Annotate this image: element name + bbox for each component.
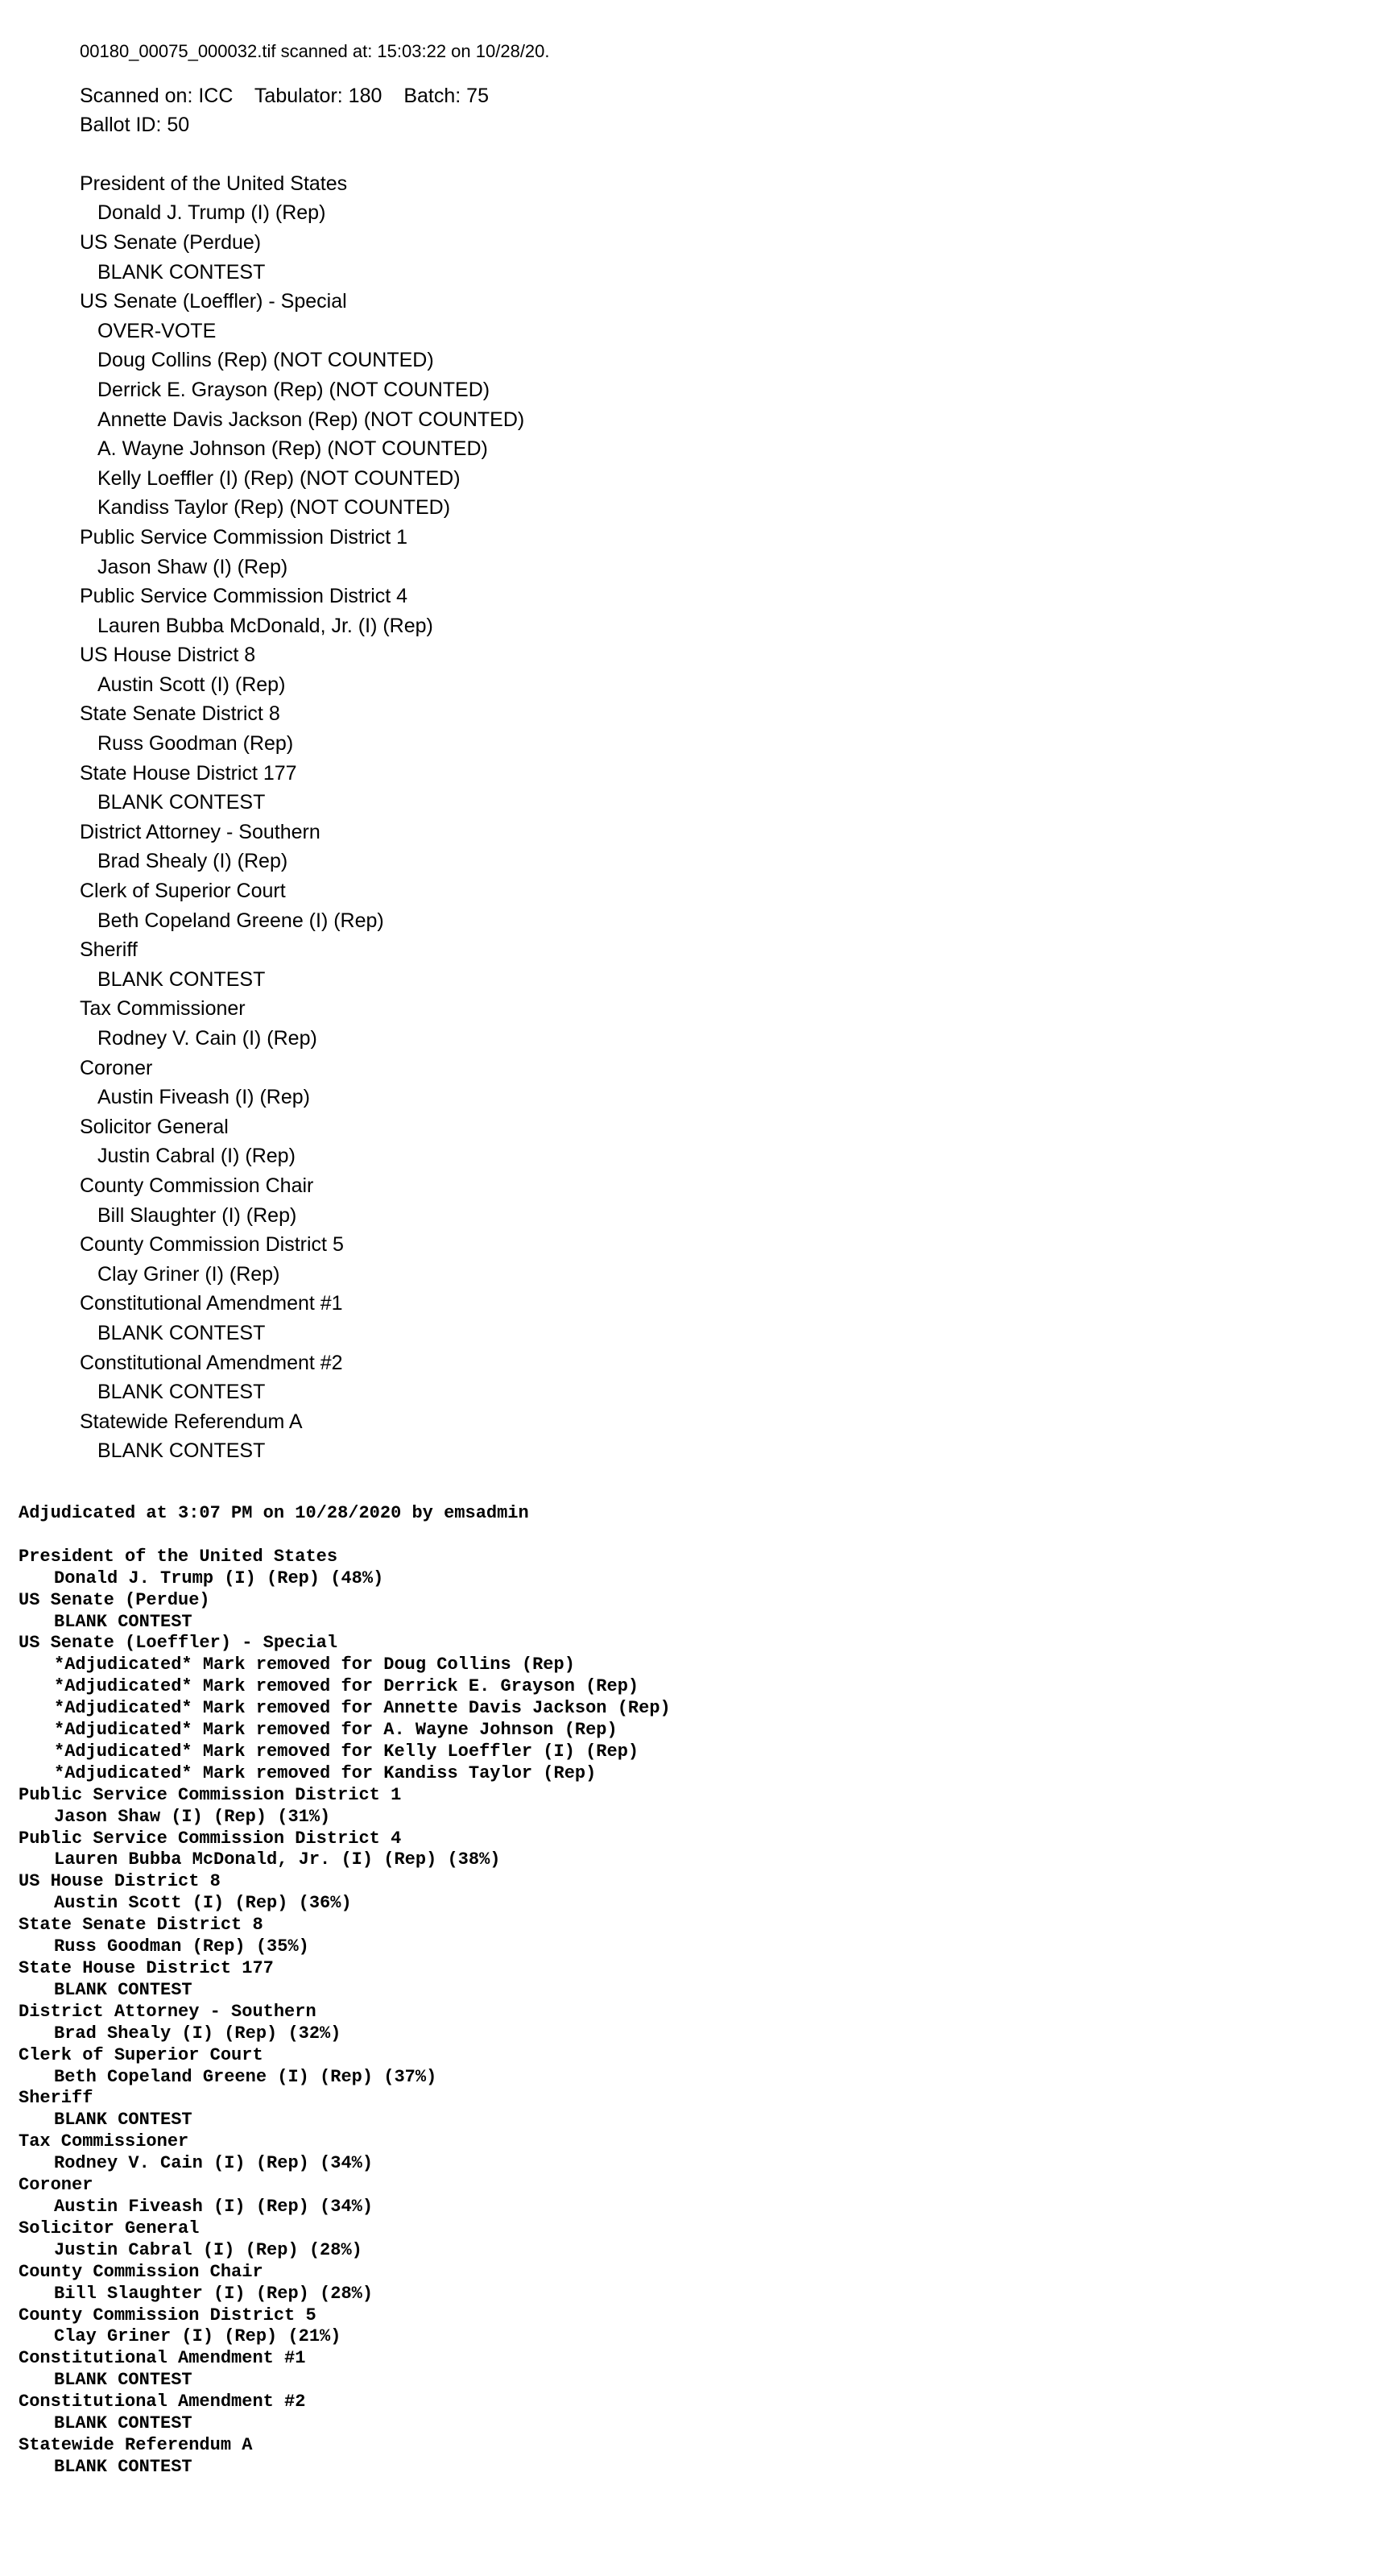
contest-choice: *Adjudicated* Mark removed for A. Wayne Johnson (Rep): [54, 1720, 618, 1741]
contest-choice: BLANK CONTEST: [97, 1439, 266, 1463]
contest-choice: *Adjudicated* Mark removed for Doug Collins (Rep): [54, 1655, 575, 1675]
contest-choice: Austin Fiveash (I) (Rep) (34%): [54, 2196, 374, 2217]
contest-choice: Beth Copeland Greene (I) (Rep): [97, 909, 384, 932]
contest-title: Statewide Referendum A: [80, 1410, 303, 1433]
scan-section: [80, 37, 1336, 1466]
contest-title: District Attorney - Southern: [19, 2001, 316, 2022]
contest-title: Clerk of Superior Court: [19, 2044, 263, 2065]
contest-choice: BLANK CONTEST: [97, 967, 266, 991]
contest-choice: Kandiss Taylor (Rep) (NOT COUNTED): [97, 496, 451, 520]
contest-choice: *Adjudicated* Mark removed for Annette Davis Jackson (Rep): [54, 1698, 671, 1719]
contest-title: President of the United States: [19, 1546, 338, 1567]
contest-title: President of the United States: [80, 172, 348, 195]
contest-choice: BLANK CONTEST: [97, 791, 266, 814]
contest-choice: BLANK CONTEST: [97, 260, 266, 284]
contest-title: Tax Commissioner: [19, 2131, 189, 2152]
contest-choice: *Adjudicated* Mark removed for Kelly Loeffler (I) (Rep): [54, 1741, 639, 1762]
contest-choice: OVER-VOTE: [97, 319, 217, 342]
contest-title: Public Service Commission District 4: [80, 585, 408, 608]
contest-choice: BLANK CONTEST: [97, 1321, 266, 1344]
contest-choice: Jason Shaw (I) (Rep): [97, 555, 288, 578]
contest-choice: *Adjudicated* Mark removed for Derrick E. Grayson (Rep): [54, 1676, 639, 1697]
contest-choice: Austin Scott (I) (Rep): [97, 673, 286, 696]
contest-choice: Donald J. Trump (I) (Rep) (48%): [54, 1568, 384, 1588]
contest-title: Constitutional Amendment #1: [19, 2348, 306, 2369]
contest-choice: Russ Goodman (Rep) (35%): [54, 1936, 309, 1957]
contest-choice: Annette Davis Jackson (Rep) (NOT COUNTED): [97, 408, 525, 431]
ballot-id-value: 50: [167, 114, 190, 137]
tabulator-value: 180: [348, 84, 382, 107]
contest-title: Constitutional Amendment #1: [80, 1292, 343, 1315]
contest-choice: Austin Fiveash (I) (Rep): [97, 1086, 310, 1109]
contest-title: County Commission District 5: [19, 2305, 316, 2325]
contest-choice: Jason Shaw (I) (Rep) (31%): [54, 1806, 331, 1827]
contest-title: District Attorney - Southern: [80, 820, 320, 843]
contest-title: Clerk of Superior Court: [80, 880, 286, 903]
contest-choice: Donald J. Trump (I) (Rep): [97, 201, 326, 225]
contest-choice: BLANK CONTEST: [54, 2370, 192, 2391]
contest-title: US Senate (Loeffler) - Special: [19, 1633, 338, 1654]
contest-choice: *Adjudicated* Mark removed for Kandiss Taylor (Rep): [54, 1762, 597, 1783]
contest-choice: BLANK CONTEST: [54, 1611, 192, 1632]
contest-title: Sheriff: [80, 938, 138, 962]
scan-meta: [80, 81, 1336, 140]
contest-choice: Bill Slaughter (I) (Rep) (28%): [54, 2283, 374, 2304]
contest-choice: BLANK CONTEST: [54, 2456, 192, 2477]
contest-choice: Rodney V. Cain (I) (Rep) (34%): [54, 2153, 374, 2174]
adjudication-header: Adjudicated at 3:07 PM on 10/28/2020 by emsadmin: [19, 1503, 529, 1523]
contest-title: State House District 177: [80, 761, 297, 785]
contest-choice: Russ Goodman (Rep): [97, 732, 294, 756]
batch-label: Batch:: [403, 84, 461, 107]
contest-choice: Kelly Loeffler (I) (Rep) (NOT COUNTED): [97, 466, 461, 490]
batch-value: 75: [466, 84, 489, 107]
contest-choice: Justin Cabral (I) (Rep): [97, 1145, 296, 1168]
scan-meta-line: [80, 81, 1336, 111]
scanned-on-value: ICC: [198, 84, 234, 107]
scan-header: 00180_00075_000032.tif scanned at: 15:03:22 on 10/28/20.: [80, 41, 550, 61]
contest-title: County Commission District 5: [80, 1233, 344, 1257]
contest-title: US House District 8: [19, 1871, 221, 1892]
contest-title: Solicitor General: [80, 1115, 229, 1138]
contest-title: Sheriff: [19, 2088, 93, 2109]
adjudication-contest-list: [19, 1547, 1355, 2479]
contest-title: State Senate District 8: [19, 1915, 263, 1936]
contest-title: State House District 177: [19, 1958, 274, 1979]
contest-title: Solicitor General: [19, 2218, 200, 2238]
contest-choice: Clay Griner (I) (Rep): [97, 1262, 280, 1286]
contest-choice: Brad Shealy (I) (Rep): [97, 850, 288, 873]
contest-choice: Justin Cabral (I) (Rep) (28%): [54, 2239, 362, 2260]
contest-choice: Clay Griner (I) (Rep) (21%): [54, 2326, 341, 2347]
scanned-on-label: Scanned on:: [80, 84, 193, 107]
contest-title: Constitutional Amendment #2: [80, 1351, 343, 1374]
contest-title: Public Service Commission District 4: [19, 1828, 402, 1849]
contest-title: County Commission Chair: [80, 1174, 314, 1197]
contest-title: US House District 8: [80, 644, 256, 667]
ballot-id-line: [80, 110, 1336, 140]
contest-title: Tax Commissioner: [80, 997, 246, 1021]
contest-choice: Austin Scott (I) (Rep) (36%): [54, 1893, 352, 1914]
contest-choice: Beth Copeland Greene (I) (Rep) (37%): [54, 2066, 437, 2087]
contest-choice: Doug Collins (Rep) (NOT COUNTED): [97, 349, 434, 372]
contest-title: Constitutional Amendment #2: [19, 2392, 306, 2412]
contest-choice: A. Wayne Johnson (Rep) (NOT COUNTED): [97, 437, 488, 461]
contest-choice: Lauren Bubba McDonald, Jr. (I) (Rep): [97, 614, 433, 637]
contest-choice: BLANK CONTEST: [97, 1381, 266, 1404]
tabulator-label: Tabulator:: [254, 84, 343, 107]
contest-title: State Senate District 8: [80, 702, 280, 726]
contest-title: US Senate (Perdue): [80, 230, 262, 254]
contest-choice: Derrick E. Grayson (Rep) (NOT COUNTED): [97, 378, 490, 401]
contest-title: County Commission Chair: [19, 2261, 263, 2282]
scan-contest-list: [80, 169, 1336, 1466]
contest-title: Statewide Referendum A: [19, 2434, 253, 2455]
contest-choice: Lauren Bubba McDonald, Jr. (I) (Rep) (38%): [54, 1849, 501, 1870]
contest-title: Public Service Commission District 1: [19, 1784, 402, 1805]
contest-choice: BLANK CONTEST: [54, 1979, 192, 2000]
contest-title: US Senate (Loeffler) - Special: [80, 290, 347, 313]
contest-title: Public Service Commission District 1: [80, 525, 408, 549]
contest-choice: Rodney V. Cain (I) (Rep): [97, 1027, 317, 1050]
contest-title: US Senate (Perdue): [19, 1589, 210, 1610]
contest-title: Coroner: [19, 2175, 93, 2196]
contest-choice: Bill Slaughter (I) (Rep): [97, 1203, 297, 1227]
ballot-id-label: Ballot ID:: [80, 114, 162, 137]
contest-choice: BLANK CONTEST: [54, 2110, 192, 2131]
contest-title: Coroner: [80, 1056, 153, 1079]
contest-choice: BLANK CONTEST: [54, 2413, 192, 2434]
adjudication-section: [19, 1503, 1355, 2479]
contest-choice: Brad Shealy (I) (Rep) (32%): [54, 2023, 341, 2044]
